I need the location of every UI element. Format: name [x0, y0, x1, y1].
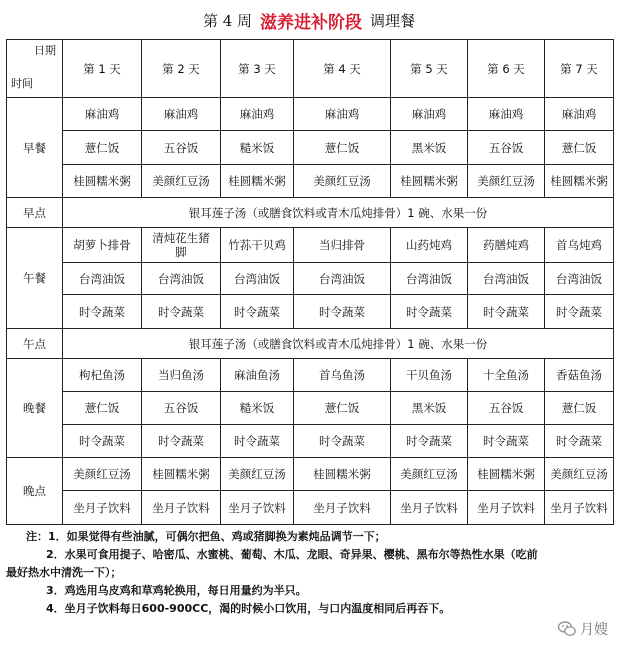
table-cell: 麻油鱼汤 [221, 359, 294, 392]
table-cell: 时令蔬菜 [221, 425, 294, 458]
title-highlight: 滋养进补阶段 [260, 12, 363, 33]
table-cell: 桂圆糯米粥 [294, 458, 391, 491]
table-cell: 麻油鸡 [545, 98, 614, 131]
table-cell: 时令蔬菜 [63, 425, 142, 458]
table-cell: 薏仁饭 [294, 392, 391, 425]
row-label-dinner: 晚餐 [7, 359, 63, 458]
table-cell: 坐月子饮料 [294, 491, 391, 525]
table-cell: 时令蔬菜 [63, 295, 142, 329]
table-cell: 时令蔬菜 [142, 425, 221, 458]
table-cell: 薏仁饭 [294, 131, 391, 165]
watermark-text: 月嫂 [580, 622, 608, 638]
table-cell: 时令蔬菜 [391, 425, 468, 458]
table-cell: 薏仁饭 [545, 131, 614, 165]
table-cell: 台湾油饭 [294, 263, 391, 295]
title-suffix: 调理餐 [370, 11, 416, 30]
note-2: 2．水果可食用提子、哈密瓜、水蜜桃、葡萄、木瓜、龙眼、奇异果、樱桃、黑布尔等热性水果（吃前 [46, 548, 538, 561]
table-cell: 时令蔬菜 [142, 295, 221, 329]
table-cell: 美颜红豆汤 [294, 165, 391, 198]
table-cell: 台湾油饭 [221, 263, 294, 295]
table-cell: 首乌鱼汤 [294, 359, 391, 392]
table-cell: 麻油鸡 [294, 98, 391, 131]
table-cell: 麻油鸡 [142, 98, 221, 131]
note-2-continued: 最好热水中清洗一下）； [6, 566, 122, 579]
table-cell: 时令蔬菜 [294, 425, 391, 458]
table-cell: 桂圆糯米粥 [221, 165, 294, 198]
table-cell: 山药炖鸡 [391, 228, 468, 263]
meal-plan-table [6, 39, 614, 525]
table-cell: 干贝鱼汤 [391, 359, 468, 392]
table-cell: 坐月子饮料 [142, 491, 221, 525]
table-cell: 台湾油饭 [63, 263, 142, 295]
morning-snack-cell: 银耳莲子汤（或膳食饮料或青木瓜炖排骨）1 碗、水果一份 [63, 198, 614, 228]
table-cell: 美颜红豆汤 [545, 458, 614, 491]
table-cell: 台湾油饭 [468, 263, 545, 295]
table-cell: 黑米饭 [391, 392, 468, 425]
table-cell: 竹荪干贝鸡 [221, 228, 294, 263]
table-cell: 薏仁饭 [63, 131, 142, 165]
table-cell: 美颜红豆汤 [142, 165, 221, 198]
day-header: 第 4 天 [294, 40, 391, 98]
day-header: 第 5 天 [391, 40, 468, 98]
table-cell: 台湾油饭 [391, 263, 468, 295]
table-cell: 麻油鸡 [468, 98, 545, 131]
row-label-afternoon-snack: 午点 [7, 329, 63, 359]
table-cell: 清炖花生猪脚 [142, 228, 221, 263]
title-prefix: 第 4 周 [202, 11, 253, 30]
row-label-morning-snack: 早点 [7, 198, 63, 228]
note-1: 注：1．如果觉得有些油腻，可偶尔把鱼、鸡或猪脚换为素炖品调节一下； [26, 530, 386, 543]
note-4: 4．坐月子饮料每日600-900CC，渴的时候小口饮用，与口内温度相同后再吞下。 [46, 602, 451, 615]
day-header: 第 2 天 [142, 40, 221, 98]
table-cell: 麻油鸡 [63, 98, 142, 131]
table-cell: 美颜红豆汤 [468, 165, 545, 198]
day-header: 第 6 天 [468, 40, 545, 98]
table-cell: 胡萝卜排骨 [63, 228, 142, 263]
table-cell: 坐月子饮料 [221, 491, 294, 525]
table-cell: 坐月子饮料 [63, 491, 142, 525]
table-cell: 坐月子饮料 [545, 491, 614, 525]
row-label-breakfast: 早餐 [7, 98, 63, 198]
table-cell: 美颜红豆汤 [391, 458, 468, 491]
table-cell: 时令蔬菜 [294, 295, 391, 329]
table-cell: 薏仁饭 [545, 392, 614, 425]
table-cell: 五谷饭 [468, 392, 545, 425]
table-cell: 麻油鸡 [391, 98, 468, 131]
table-cell: 时令蔬菜 [221, 295, 294, 329]
corner-date-label: 日期 [34, 44, 56, 57]
corner-time-label: 时间 [11, 77, 33, 90]
table-cell: 糙米饭 [221, 392, 294, 425]
table-cell: 坐月子饮料 [391, 491, 468, 525]
row-label-lunch: 午餐 [7, 228, 63, 329]
table-cell: 台湾油饭 [545, 263, 614, 295]
table-cell: 桂圆糯米粥 [391, 165, 468, 198]
table-cell: 药膳炖鸡 [468, 228, 545, 263]
table-cell: 时令蔬菜 [391, 295, 468, 329]
wechat-icon [558, 621, 576, 637]
table-cell: 桂圆糯米粥 [63, 165, 142, 198]
table-cell: 五谷饭 [468, 131, 545, 165]
afternoon-snack-cell: 银耳莲子汤（或膳食饮料或青木瓜炖排骨）1 碗、水果一份 [63, 329, 614, 359]
table-cell: 时令蔬菜 [545, 425, 614, 458]
table-cell: 麻油鸡 [221, 98, 294, 131]
day-header: 第 1 天 [63, 40, 142, 98]
day-header: 第 3 天 [221, 40, 294, 98]
watermark [558, 619, 608, 639]
table-cell: 五谷饭 [142, 392, 221, 425]
table-cell: 香菇鱼汤 [545, 359, 614, 392]
table-cell: 坐月子饮料 [468, 491, 545, 525]
table-cell: 时令蔬菜 [468, 295, 545, 329]
table-cell: 十全鱼汤 [468, 359, 545, 392]
table-cell: 时令蔬菜 [468, 425, 545, 458]
table-cell: 糙米饭 [221, 131, 294, 165]
table-cell: 美颜红豆汤 [221, 458, 294, 491]
table-cell: 桂圆糯米粥 [142, 458, 221, 491]
table-cell: 薏仁饭 [63, 392, 142, 425]
table-cell: 当归鱼汤 [142, 359, 221, 392]
table-cell: 枸杞鱼汤 [63, 359, 142, 392]
table-cell: 黑米饭 [391, 131, 468, 165]
note-3: 3．鸡选用乌皮鸡和草鸡轮换用，每日用量约为半只。 [46, 584, 307, 597]
table-cell: 当归排骨 [294, 228, 391, 263]
table-cell: 台湾油饭 [142, 263, 221, 295]
day-header: 第 7 天 [545, 40, 614, 98]
row-label-night-snack: 晚点 [7, 458, 63, 525]
table-cell: 桂圆糯米粥 [468, 458, 545, 491]
table-cell: 时令蔬菜 [545, 295, 614, 329]
page-title [0, 0, 618, 40]
table-cell: 美颜红豆汤 [63, 458, 142, 491]
notes-section [6, 528, 613, 618]
table-cell: 桂圆糯米粥 [545, 165, 614, 198]
table-corner [7, 40, 63, 98]
table-cell: 首乌炖鸡 [545, 228, 614, 263]
table-cell: 五谷饭 [142, 131, 221, 165]
